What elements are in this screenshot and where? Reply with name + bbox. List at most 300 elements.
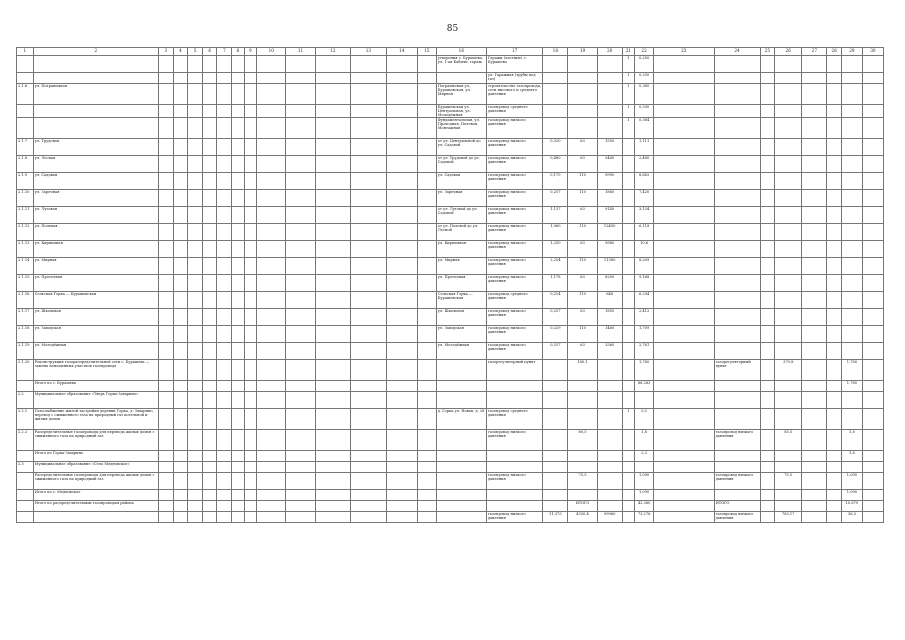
table-cell [862,512,883,523]
table-row [17,381,884,392]
table-cell [217,241,232,258]
table-cell [159,381,174,392]
table-cell [417,73,436,84]
table-cell [862,156,883,173]
cell-dia [568,73,597,84]
table-cell [654,392,715,409]
table-cell [244,156,257,173]
table-cell [760,462,775,473]
cell-dia: 63 [568,241,597,258]
cell-id: 2.2.2 [17,430,34,451]
table-cell [351,190,387,207]
table-cell [760,118,775,139]
column-number: 1 [17,48,34,56]
table-cell [188,473,203,490]
cell-v24: газопровод низкого давления [714,512,760,523]
cell-id: 2.1.15 [17,275,34,292]
cell-dia: 63 [568,207,597,224]
table-cell [417,292,436,309]
table-cell [351,360,387,381]
cell-n21: 1 [622,73,635,84]
table-cell [188,105,203,118]
table-cell [862,241,883,258]
cell-area [597,451,622,462]
table-cell [173,462,188,473]
table-cell [315,292,351,309]
table-cell [217,56,232,73]
table-cell [315,343,351,360]
table-cell [862,381,883,392]
table-cell [188,462,203,473]
cell-v24 [714,105,760,118]
table-cell [173,73,188,84]
table-cell [802,105,827,118]
table-cell [173,118,188,139]
table-cell [654,224,715,241]
table-cell [286,490,315,501]
column-number: 12 [315,48,351,56]
table-cell [286,73,315,84]
table-cell [386,501,417,512]
table-cell [654,326,715,343]
cell-len [543,360,568,381]
table-cell [173,292,188,309]
table-cell [232,275,245,292]
cell-v26 [775,84,802,105]
table-cell [802,309,827,326]
table-cell [257,190,286,207]
table-cell [827,512,842,523]
table-cell [654,73,715,84]
table-cell [244,392,257,409]
table-cell [802,84,827,105]
cell-v29 [841,326,862,343]
table-cell [315,224,351,241]
table-cell [315,430,351,451]
table-cell [802,292,827,309]
table-cell [862,190,883,207]
table-cell [862,224,883,241]
cell-v24 [714,73,760,84]
table-cell [760,451,775,462]
table-cell [827,462,842,473]
table-cell [202,258,217,275]
cell-area [597,381,622,392]
table-cell [286,105,315,118]
table-cell [173,430,188,451]
cell-n21 [622,173,635,190]
table-cell [417,139,436,156]
table-cell [202,190,217,207]
cell-v26 [775,139,802,156]
table-cell [654,258,715,275]
table-cell [315,501,351,512]
cell-v22: 73,276 [635,512,654,523]
table-cell [244,473,257,490]
table-cell [217,473,232,490]
cell-v24: газорегуляторный пункт [714,360,760,381]
table-cell [217,462,232,473]
table-cell [188,360,203,381]
cell-purpose: газопровод низкого давления [486,326,542,343]
cell-purpose: газопровод низкого давления [486,309,542,326]
cell-v29: 1,780 [841,381,862,392]
table-cell [315,139,351,156]
cell-v22: 8,209 [635,258,654,275]
cell-dia [568,451,597,462]
cell-n21 [622,224,635,241]
table-cell [257,84,286,105]
cell-v26: 85,5 [775,430,802,451]
table-cell [173,473,188,490]
cell-name [33,73,158,84]
cell-len: 1,060 [543,224,568,241]
table-cell [173,326,188,343]
table-cell [232,241,245,258]
cell-v29 [841,292,862,309]
table-cell [351,224,387,241]
table-cell [217,258,232,275]
cell-area [597,462,622,473]
table-cell [827,118,842,139]
table-cell [217,173,232,190]
table-cell [188,156,203,173]
table-cell [827,105,842,118]
cell-purpose: газопровод низкого давления [486,156,542,173]
table-cell [188,258,203,275]
table-cell [244,275,257,292]
table-cell [173,501,188,512]
cell-loc: от ул. Луговой до ул. Садовой [436,207,486,224]
table-cell [351,430,387,451]
cell-v22: 6,118 [635,224,654,241]
cell-loc: ул. Заречная [436,190,486,207]
table-cell [244,409,257,430]
table-cell [257,392,286,409]
cell-loc [436,473,486,490]
table-cell [188,207,203,224]
table-cell [351,292,387,309]
table-cell [159,343,174,360]
table-cell [351,275,387,292]
cell-v29 [841,392,862,409]
cell-v24 [714,392,760,409]
cell-loc: ул. Школьная [436,309,486,326]
cell-v29 [841,139,862,156]
cell-v24 [714,462,760,473]
table-cell [862,118,883,139]
cell-v22: 1,111 [635,139,654,156]
table-cell [286,451,315,462]
table-cell [654,156,715,173]
cell-purpose: строительство газопровода, сети высокого и среднего давления [486,84,542,105]
cell-id: 2.1.8 [17,156,34,173]
table-cell [232,207,245,224]
table-cell [417,473,436,490]
table-cell [257,501,286,512]
cell-dia: 110 [568,173,597,190]
table-cell [802,156,827,173]
cell-v29 [841,462,862,473]
cell-v29: 36,3 [841,512,862,523]
table-cell [202,118,217,139]
table-cell [188,173,203,190]
cell-purpose [486,501,542,512]
table-cell [351,73,387,84]
cell-len [543,392,568,409]
column-number: 10 [257,48,286,56]
table-cell [417,462,436,473]
cell-dia: 4330,4 [568,512,597,523]
table-cell [217,430,232,451]
table-cell [315,360,351,381]
table-cell [315,381,351,392]
table-cell [351,451,387,462]
table-cell [351,56,387,73]
table-cell [654,139,715,156]
column-number: 28 [827,48,842,56]
table-cell [417,156,436,173]
cell-n21: 1 [622,409,635,430]
cell-id: 2.1.6 [17,84,34,105]
table-cell [827,56,842,73]
table-cell [173,207,188,224]
table-cell [202,292,217,309]
table-cell [244,241,257,258]
table-row [17,462,884,473]
table-cell [232,190,245,207]
table-cell [286,512,315,523]
table-cell [232,381,245,392]
table-cell [257,207,286,224]
table-cell [217,190,232,207]
cell-id: 2.1.12 [17,224,34,241]
table-cell [244,451,257,462]
cell-v29 [841,105,862,118]
table-cell [351,381,387,392]
table-cell [386,84,417,105]
cell-len: 0,229 [543,326,568,343]
table-cell [244,292,257,309]
table-cell [286,462,315,473]
cell-v24 [714,56,760,73]
table-row [17,326,884,343]
table-cell [827,156,842,173]
cell-area: 99960 [597,512,622,523]
cell-v22: 0,5 [635,409,654,430]
table-cell [244,360,257,381]
table-cell [654,207,715,224]
table-row [17,207,884,224]
cell-n21 [622,190,635,207]
table-cell [244,490,257,501]
cell-len: 2,254 [543,258,568,275]
table-cell [188,190,203,207]
table-cell [351,105,387,118]
table-cell [351,139,387,156]
cell-n21 [622,392,635,409]
table-cell [802,392,827,409]
table-cell [417,309,436,326]
cell-purpose: газорегуляторный пункт [486,360,542,381]
table-row [17,451,884,462]
table-cell [654,343,715,360]
table-cell [188,275,203,292]
cell-v24 [714,409,760,430]
cell-dia [568,381,597,392]
table-cell [257,409,286,430]
cell-len [543,409,568,430]
table-cell [862,451,883,462]
cell-v22: 2,412 [635,309,654,326]
cell-purpose: газопровод среднего давления [486,292,542,309]
cell-v22: 6,294 [635,292,654,309]
cell-id: 2.1.16 [17,292,34,309]
cell-n21 [622,156,635,173]
cell-dia: 63 [568,139,597,156]
cell-v26 [775,156,802,173]
table-cell [862,392,883,409]
table-row [17,84,884,105]
table-cell [173,190,188,207]
cell-v24: ИТОГО [714,501,760,512]
table-cell [802,501,827,512]
cell-dia [568,105,597,118]
cell-loc: Бурашевская ул. Центральная, ул. Молодёжная [436,105,486,118]
cell-area [597,409,622,430]
table-cell [760,224,775,241]
cell-name: Муниципальное образование «Село Медновское» [33,462,158,473]
cell-purpose: газопровод низкого давления [486,430,542,451]
table-cell [286,343,315,360]
cell-v22: 1,090 [635,490,654,501]
table-cell [862,473,883,490]
table-cell [351,207,387,224]
table-cell [760,275,775,292]
table-cell [315,56,351,73]
table-cell [654,512,715,523]
cell-purpose [486,392,542,409]
cell-purpose: газопровод низкого давления [486,258,542,275]
cell-loc: от ул. Трудовой до ул. Садовой [436,156,486,173]
table-cell [173,381,188,392]
table-cell [173,512,188,523]
table-cell [802,473,827,490]
table-cell [159,326,174,343]
cell-v24: газопровод низкого давления [714,473,760,490]
table-cell [386,224,417,241]
table-cell [654,360,715,381]
table-cell [827,292,842,309]
cell-v22: 86,283 [635,381,654,392]
cell-v29 [841,309,862,326]
table-cell [315,392,351,409]
cell-len [543,451,568,462]
table-cell [244,84,257,105]
cell-v22: 1,780 [635,360,654,381]
table-cell [232,512,245,523]
cell-name: ул. Полевая [33,224,158,241]
table-cell [232,84,245,105]
table-cell [244,430,257,451]
table-cell [827,224,842,241]
cell-v24 [714,224,760,241]
table-cell [202,451,217,462]
table-cell [386,512,417,523]
table-cell [159,156,174,173]
cell-area: 2560 [597,343,622,360]
table-cell [217,490,232,501]
table-cell [351,343,387,360]
column-number: 5 [188,48,203,56]
column-number: 2 [33,48,158,56]
table-cell [386,241,417,258]
table-cell [760,156,775,173]
table-cell [386,473,417,490]
table-cell [862,430,883,451]
cell-v29 [841,409,862,430]
table-cell [760,381,775,392]
table-cell [244,190,257,207]
cell-name: ул. Кирпичная [33,241,158,258]
table-cell [257,473,286,490]
table-cell [173,343,188,360]
cell-n21 [622,207,635,224]
cell-name [33,118,158,139]
cell-len [543,501,568,512]
cell-v22: 1,8 [635,430,654,451]
table-cell [760,73,775,84]
cell-n21 [622,139,635,156]
table-cell [244,56,257,73]
cell-v29 [841,343,862,360]
table-cell [802,360,827,381]
table-cell [257,105,286,118]
column-number: 18 [543,48,568,56]
table-cell [217,501,232,512]
cell-name: Итого по распределительным газопроводам района [33,501,158,512]
cell-len: 0,320 [543,139,568,156]
cell-name [33,512,158,523]
table-cell [232,360,245,381]
table-cell [386,451,417,462]
table-cell [217,224,232,241]
cell-loc: ул. Мирная [436,258,486,275]
table-cell [862,275,883,292]
cell-area [597,392,622,409]
table-cell [257,118,286,139]
table-row [17,224,884,241]
table-row [17,241,884,258]
table-cell [173,224,188,241]
table-cell [159,56,174,73]
table-cell [159,360,174,381]
table-cell [188,73,203,84]
table-cell [159,462,174,473]
cell-len: 1,178 [543,275,568,292]
column-number: 26 [775,48,802,56]
cell-id [17,473,34,490]
table-cell [257,512,286,523]
column-number: 13 [351,48,387,56]
cell-v29 [841,190,862,207]
table-cell [417,451,436,462]
cell-loc: от ул. Полевой до ул. Лесной [436,224,486,241]
table-cell [202,392,217,409]
cell-purpose: газопровод среднего давления [486,409,542,430]
cell-name: ул. Мирная [33,258,158,275]
table-cell [351,173,387,190]
